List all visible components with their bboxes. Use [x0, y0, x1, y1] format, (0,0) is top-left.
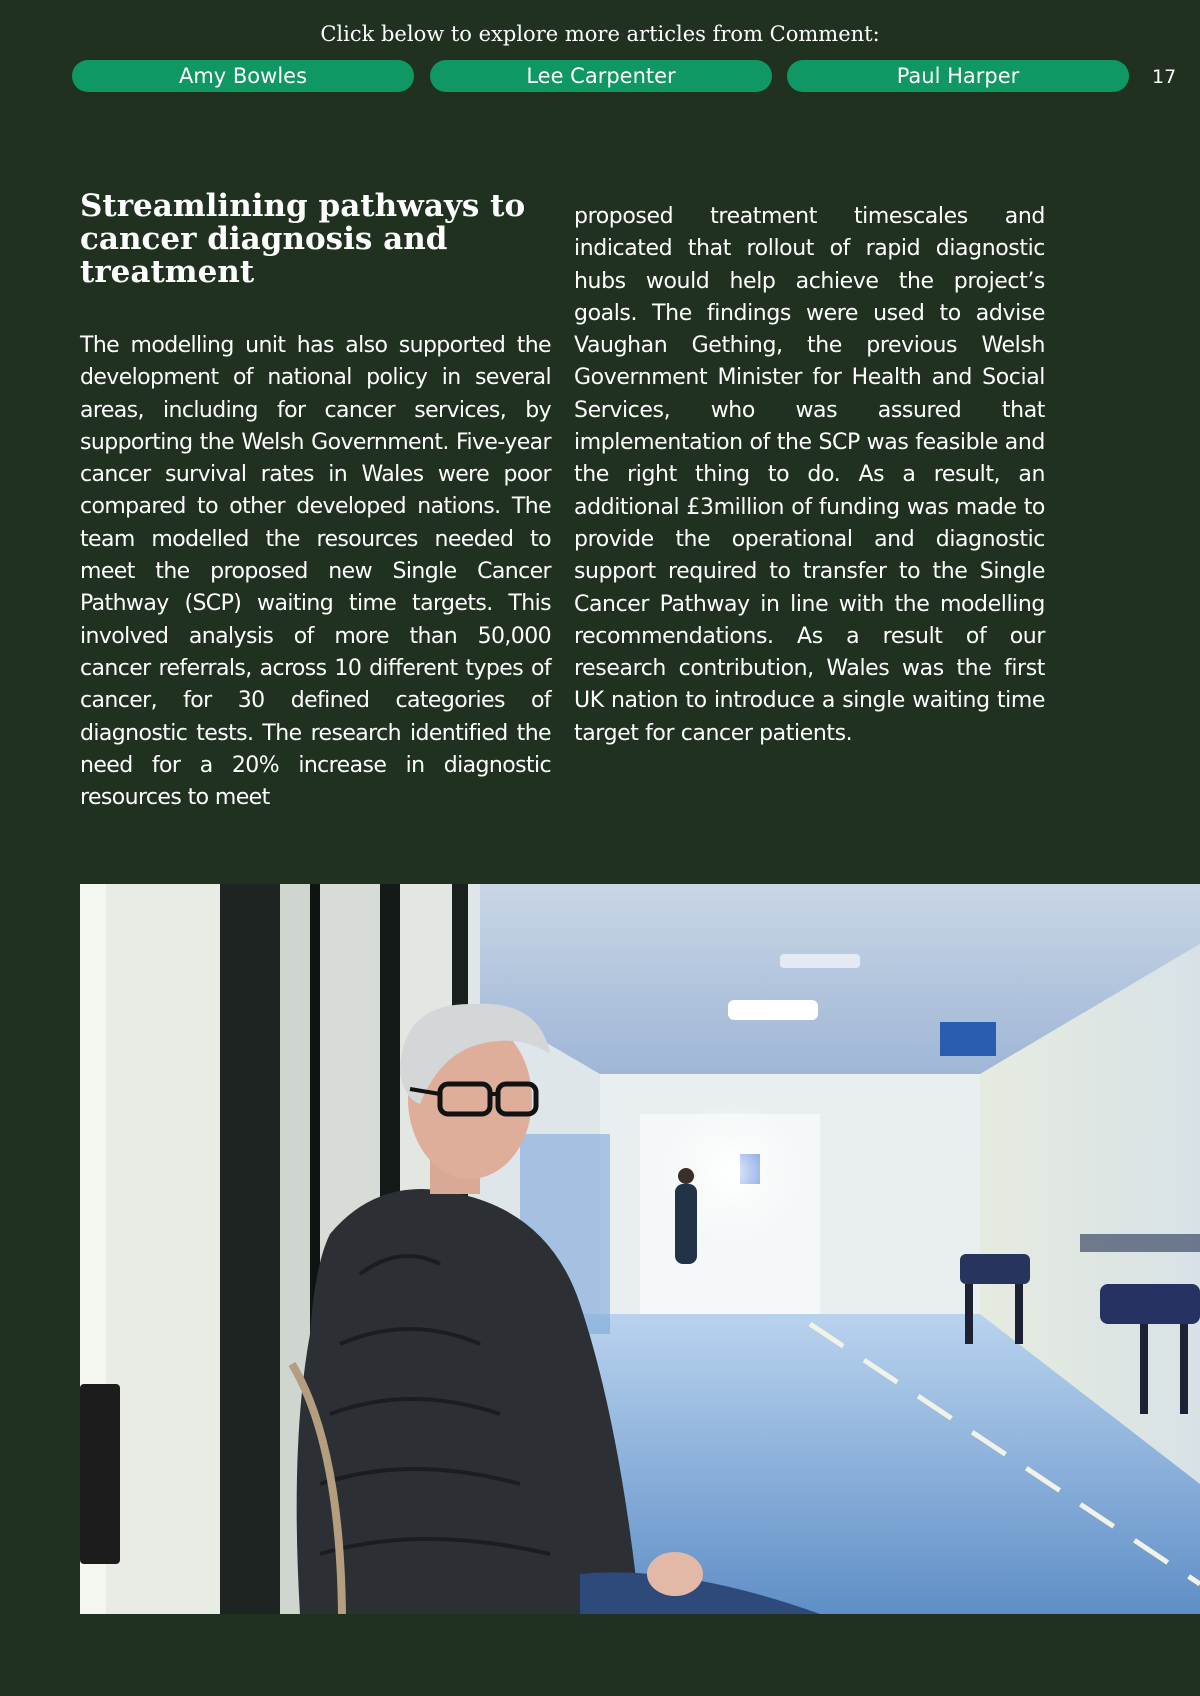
- explore-caption: Click below to explore more articles from Comment:: [320, 22, 880, 46]
- article-title: Streamlining pathways to cancer diagnosis and treatment: [80, 188, 526, 290]
- body-text-left-column: The modelling unit has also supported the development of national policy in several areas, including for cancer services, by supporting the Welsh Government. Five-year cancer survival rates in Wales were poor compared to other developed nations. The team modelled the resources needed to meet the proposed new Single Cancer Pathway (SCP) waiting time targets. This involved analysis of more than 50,000 cancer referrals, across 10 different types of cancer, for 30 defined categories of diagnostic tests. The research identified the need for a 20% increase in diagnostic resources to meet: [80, 333, 551, 811]
- related-articles-nav: [72, 60, 1129, 92]
- body-text-right-column: proposed treatment timescales and indicated that rollout of rapid diagnostic hubs would help achieve the project’s goals. The findings were used to advise Vaughan Gething, the previous Welsh Government Minister for Health and Social Services, who was assured that implementation of the SCP was feasible and the right thing to do. As a result, an additional £3million of funding was made to provide the operational and diagnostic support required to transfer to the Single Cancer Pathway in line with the modelling recommendations. As a result of our research contribution, Wales was the first UK nation to introduce a single waiting time target for cancer patients.: [574, 204, 1045, 746]
- article-link-paul-harper[interactable]: Paul Harper: [787, 60, 1129, 92]
- page-number: 17: [1152, 66, 1177, 88]
- article-link-amy-bowles[interactable]: Amy Bowles: [72, 60, 414, 92]
- article-link-lee-carpenter[interactable]: Lee Carpenter: [430, 60, 772, 92]
- hospital-corridor-photo: [80, 884, 1200, 1614]
